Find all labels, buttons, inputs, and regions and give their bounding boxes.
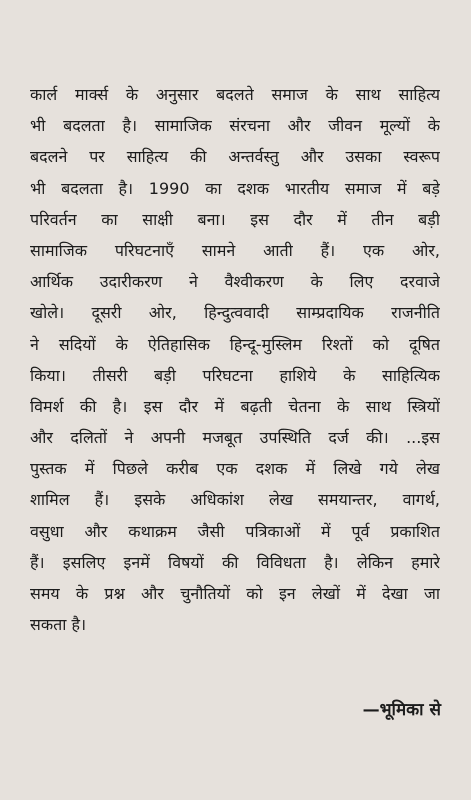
- blurb-line: ने सदियों के ऐतिहासिक हिन्दू-मुस्लिम रिश्तों को दूषित: [30, 334, 440, 354]
- blurb-line: भी बदलता है। सामाजिक संरचना और जीवन मूल्यों के: [30, 116, 440, 136]
- blurb-line: किया। तीसरी बड़ी परिघटना हाशिये के साहित्यिक: [30, 365, 440, 385]
- blurb-paragraph: [30, 79, 440, 640]
- blurb-line: बदलने पर साहित्य की अन्तर्वस्तु और उसका स्वरूप: [30, 147, 440, 167]
- blurb-line: सकता है।: [30, 615, 87, 635]
- blurb-line: आर्थिक उदारीकरण ने वैश्वीकरण के लिए दरवाजे: [30, 272, 440, 292]
- blurb-line: खोले। दूसरी ओर, हिन्दुत्ववादी साम्प्रदायिक राजनीति: [30, 303, 440, 323]
- blurb-line: कार्ल मार्क्स के अनुसार बदलते समाज के साथ साहित्य: [30, 85, 440, 104]
- blurb-line: सामाजिक परिघटनाएँ सामने आती हैं। एक ओर,: [30, 240, 440, 260]
- blurb-line: विमर्श की है। इस दौर में बढ़ती चेतना के साथ स्त्रियों: [30, 396, 440, 416]
- blurb-line: परिवर्तन का साक्षी बना। इस दौर में तीन बड़ी: [30, 209, 440, 229]
- attribution: —भूमिका से: [362, 700, 441, 720]
- blurb-line: और दलितों ने अपनी मजबूत उपस्थिति दर्ज की। ...इस: [30, 428, 440, 448]
- blurb-line: समय के प्रश्न और चुनौतियों को इन लेखों में देखा जा: [30, 584, 440, 603]
- blurb-line: वसुधा और कथाक्रम जैसी पत्रिकाओं में पूर्व प्रकाशित: [30, 521, 440, 541]
- blurb-line: शामिल हैं। इसके अधिकांश लेख समयान्तर, वागर्थ,: [30, 490, 440, 510]
- blurb-line: पुस्तक में पिछले करीब एक दशक में लिखे गये लेख: [30, 459, 440, 479]
- blurb-line: भी बदलता है। 1990 का दशक भारतीय समाज में बड़े: [30, 178, 440, 198]
- blurb-line: हैं। इसलिए इनमें विषयों की विविधता है। लेकिन हमारे: [30, 552, 440, 572]
